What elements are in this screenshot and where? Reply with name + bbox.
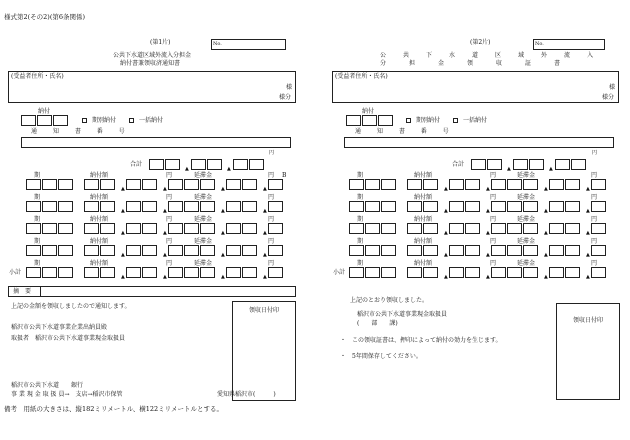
latefee-box (268, 223, 283, 234)
latefee-box (184, 267, 199, 278)
latefee-box (507, 245, 522, 256)
latefee-box (549, 179, 564, 190)
latefee-box (507, 267, 522, 278)
latefee-box (184, 245, 199, 256)
latefee-box (523, 201, 538, 212)
ki-box (26, 223, 41, 234)
comma-mark: ▲ (486, 186, 490, 192)
amount-box (465, 245, 480, 256)
ki-box (58, 179, 73, 190)
comma-mark: ▲ (444, 252, 448, 258)
yen-label: 円 (268, 194, 275, 201)
memo-divider (40, 286, 41, 297)
amount-box (491, 201, 506, 212)
ki-box (42, 201, 57, 212)
ki-label: 期 (357, 172, 364, 179)
stamp-label: 領収日付印 (573, 317, 604, 324)
amount-box (142, 223, 157, 234)
amount-label: 納付額 (90, 216, 109, 223)
ki-box (365, 201, 380, 212)
comma-mark: ▲ (263, 252, 267, 258)
suffix-b: B (282, 172, 287, 179)
nofu-label: 納付 (362, 108, 375, 115)
comma-mark: ▲ (221, 274, 225, 280)
nofu-box-3 (378, 115, 393, 126)
latefee-box (523, 223, 538, 234)
subtotal-label: 小計 (9, 269, 22, 276)
ki-box (381, 245, 396, 256)
total-box-4 (529, 159, 544, 170)
yen-label: 円 (268, 216, 275, 223)
latefee-box (565, 223, 580, 234)
latefee-box (226, 201, 241, 212)
ki-box (42, 245, 57, 256)
amount-box (84, 179, 99, 190)
yen-label: 円 (591, 172, 598, 179)
amount-label: 納付額 (414, 194, 433, 201)
latefee-label: 延滞金 (517, 194, 536, 201)
ki-box (42, 179, 57, 190)
latefee-box (242, 223, 257, 234)
nofu-box-2 (362, 115, 377, 126)
amount-box (465, 267, 480, 278)
ki-box (349, 245, 364, 256)
notice-number-box (21, 137, 291, 148)
sama-label: 様 (609, 84, 616, 91)
comma-mark: ▲ (586, 186, 590, 192)
note-1: ・ この領収証書は、押印によって納付の効力を生じます。 (340, 337, 502, 344)
yen-label: 円 (591, 194, 598, 201)
memo-label: 摘 要 (13, 288, 32, 295)
ki-box (26, 179, 41, 190)
comma-mark: ▲ (221, 252, 225, 258)
kibetsu-checkbox[interactable] (406, 118, 411, 123)
latefee-box (507, 179, 522, 190)
sheet-label: (第2片) (470, 39, 491, 46)
amount-box (84, 267, 99, 278)
addressee-line: 稲沢市公共下水道事業企業出納員殿 (11, 324, 108, 331)
comma-mark: ▲ (507, 166, 511, 172)
yen-label: 円 (490, 216, 497, 223)
amount-box (142, 245, 157, 256)
yen-label: 円 (268, 172, 275, 179)
receiver-line-2: ( 部 課) (357, 320, 398, 327)
yen-label: 円 (591, 238, 598, 245)
latefee-box (507, 201, 522, 212)
amount-box (423, 267, 438, 278)
ki-box (349, 179, 364, 190)
amount-label: 納付額 (414, 216, 433, 223)
comma-mark: ▲ (163, 186, 167, 192)
comma-mark: ▲ (163, 274, 167, 280)
amount-box (168, 245, 183, 256)
stamp-label: 領収日付印 (249, 307, 280, 314)
comma-mark: ▲ (549, 166, 553, 172)
amount-box (449, 179, 464, 190)
amount-box (423, 179, 438, 190)
latefee-box (268, 179, 283, 190)
total-box-5 (233, 159, 248, 170)
note-2: ・ 5年間保存してください。 (340, 353, 422, 360)
amount-box (168, 201, 183, 212)
ki-box (349, 223, 364, 234)
nofu-box-1 (346, 115, 361, 126)
latefee-box (200, 223, 215, 234)
latefee-box (268, 267, 283, 278)
title-line-1: 公共下水道区域外流入 (380, 52, 611, 59)
amount-box (449, 267, 464, 278)
nofu-box-3 (53, 115, 68, 126)
latefee-box (200, 267, 215, 278)
comma-mark: ▲ (121, 208, 125, 214)
latefee-box (242, 267, 257, 278)
number-box (211, 39, 286, 50)
number-label: No. (535, 41, 544, 47)
amount-label: 納付額 (90, 238, 109, 245)
comma-mark: ▲ (444, 274, 448, 280)
yen-label: 円 (490, 238, 497, 245)
payer-label: (受益者住所・氏名) (335, 73, 388, 80)
amount-box (168, 179, 183, 190)
ikkatsu-checkbox[interactable] (129, 118, 134, 123)
amount-box (407, 245, 422, 256)
latefee-label: 延滞金 (194, 238, 213, 245)
total-box-6 (571, 159, 586, 170)
latefee-box (523, 267, 538, 278)
latefee-box (523, 245, 538, 256)
title-line-1: 公共下水道区域外流入分担金 (113, 52, 192, 59)
ki-box (381, 201, 396, 212)
amount-box (449, 245, 464, 256)
bank-line-1: 稲沢市公共下水道 銀行 (11, 382, 84, 389)
nofu-box-1 (21, 115, 36, 126)
stamp-box (232, 301, 296, 401)
comma-mark: ▲ (221, 208, 225, 214)
yen-label: 円 (268, 260, 275, 267)
ki-box (365, 245, 380, 256)
amount-box (407, 267, 422, 278)
comma-mark: ▲ (486, 230, 490, 236)
ki-box (365, 223, 380, 234)
amount-box (449, 223, 464, 234)
comma-mark: ▲ (586, 252, 590, 258)
ikkatsu-label: 一括納付 (139, 117, 164, 124)
yen-label: 円 (166, 172, 173, 179)
total-box-2 (165, 159, 180, 170)
amount-label: 納付額 (90, 194, 109, 201)
latefee-box (226, 223, 241, 234)
amount-box (126, 267, 141, 278)
yen-label: 円 (166, 194, 173, 201)
amount-box (126, 179, 141, 190)
yen-label: 円 (166, 260, 173, 267)
handler-line: 取扱者 稲沢市公共下水道事業現金取扱員 (11, 335, 126, 342)
ki-label: 期 (357, 194, 364, 201)
latefee-box (242, 179, 257, 190)
comma-mark: ▲ (444, 208, 448, 214)
latefee-label: 延滞金 (194, 194, 213, 201)
amount-box (84, 223, 99, 234)
latefee-box (242, 245, 257, 256)
amount-box (491, 245, 506, 256)
ki-box (26, 245, 41, 256)
amount-box (491, 223, 506, 234)
latefee-box (200, 179, 215, 190)
comma-mark: ▲ (444, 230, 448, 236)
office-line: 愛知県稲沢市( ) (217, 391, 276, 398)
latefee-box (591, 245, 606, 256)
latefee-box (523, 179, 538, 190)
amount-box (407, 179, 422, 190)
ki-label: 期 (34, 216, 41, 223)
total-box-6 (249, 159, 264, 170)
ki-box (381, 179, 396, 190)
total-box-3 (513, 159, 528, 170)
comma-mark: ▲ (586, 208, 590, 214)
latefee-box (591, 201, 606, 212)
latefee-box (184, 223, 199, 234)
footnote: 備考 用紙の大きさは、縦182ミリメートル、横122ミリメートルとする。 (4, 405, 224, 413)
ki-box (58, 267, 73, 278)
ki-label: 期 (357, 238, 364, 245)
amount-label: 納付額 (90, 260, 109, 267)
receiver-line-1: 稲沢市公共下水道事業現金取扱員 (357, 311, 448, 318)
ikkatsu-label: 一括納付 (463, 117, 488, 124)
notice-number-box (344, 137, 614, 148)
yen-label: 円 (591, 260, 598, 267)
amount-box (142, 267, 157, 278)
comma-mark: ▲ (263, 208, 267, 214)
comma-mark: ▲ (544, 186, 548, 192)
latefee-box (549, 201, 564, 212)
title-line-2: 納付書兼領収済通知書 (120, 60, 181, 67)
latefee-label: 延滞金 (517, 260, 536, 267)
latefee-box (591, 267, 606, 278)
latefee-label: 延滞金 (194, 172, 213, 179)
latefee-box (184, 201, 199, 212)
latefee-label: 延滞金 (517, 216, 536, 223)
total-box-4 (207, 159, 222, 170)
comma-mark: ▲ (444, 186, 448, 192)
comma-mark: ▲ (263, 274, 267, 280)
ki-label: 期 (34, 172, 41, 179)
amount-label: 納付額 (414, 238, 433, 245)
amount-box (407, 201, 422, 212)
ki-label: 期 (34, 194, 41, 201)
memo-box (8, 286, 296, 297)
ki-label: 期 (357, 216, 364, 223)
ki-box (42, 267, 57, 278)
ki-box (381, 267, 396, 278)
nofu-box-2 (37, 115, 52, 126)
ki-box (365, 179, 380, 190)
amount-box (465, 223, 480, 234)
amount-box (168, 223, 183, 234)
latefee-label: 延滞金 (194, 216, 213, 223)
amount-label: 納付額 (414, 260, 433, 267)
comma-mark: ▲ (121, 186, 125, 192)
total-box-1 (149, 159, 164, 170)
amount-box (100, 245, 115, 256)
comma-mark: ▲ (227, 166, 231, 172)
comma-mark: ▲ (544, 274, 548, 280)
total-box-2 (487, 159, 502, 170)
latefee-box (184, 179, 199, 190)
notice-number-label: 通 知 書 番 号 (355, 128, 456, 135)
total-label: 合計 (130, 161, 143, 168)
comma-mark: ▲ (121, 274, 125, 280)
yen-label: 円 (490, 260, 497, 267)
amount-box (126, 245, 141, 256)
comma-mark: ▲ (486, 208, 490, 214)
amount-box (100, 267, 115, 278)
payer-label: (受益者住所・氏名) (11, 73, 64, 80)
form-number: 様式第2(その2)(第6条関係) (4, 13, 86, 21)
yen-label: 円 (166, 216, 173, 223)
bank-line-2: 事 業 現 金 取 扱 員→ 支店→稲沢市保管 (11, 391, 123, 398)
amount-box (491, 179, 506, 190)
latefee-box (226, 245, 241, 256)
comma-mark: ▲ (163, 230, 167, 236)
latefee-box (507, 223, 522, 234)
yen-label: 円 (591, 216, 598, 223)
ki-label: 期 (34, 260, 41, 267)
latefee-box (565, 201, 580, 212)
total-box-1 (471, 159, 486, 170)
sheet-label: (第1片) (150, 39, 171, 46)
amount-box (449, 201, 464, 212)
receipt-text: 上記のとおり領収しました。 (350, 297, 429, 304)
latefee-box (549, 267, 564, 278)
ki-box (381, 223, 396, 234)
amount-box (423, 245, 438, 256)
latefee-box (591, 179, 606, 190)
latefee-box (565, 245, 580, 256)
comma-mark: ▲ (486, 252, 490, 258)
comma-mark: ▲ (486, 274, 490, 280)
ki-label: 期 (34, 238, 41, 245)
amount-box (100, 201, 115, 212)
ki-box (58, 201, 73, 212)
latefee-box (565, 267, 580, 278)
amount-box (465, 201, 480, 212)
amount-label: 納付額 (90, 172, 109, 179)
latefee-box (549, 245, 564, 256)
latefee-box (268, 201, 283, 212)
yen-label: 円 (490, 172, 497, 179)
comma-mark: ▲ (163, 252, 167, 258)
amount-box (423, 201, 438, 212)
receipt-text: 上記の金額を領収しましたので通知します。 (11, 303, 131, 310)
nofu-label: 納付 (38, 108, 51, 115)
ikkatsu-checkbox[interactable] (453, 118, 458, 123)
amount-box (407, 223, 422, 234)
comma-mark: ▲ (544, 230, 548, 236)
kibetsu-checkbox[interactable] (82, 118, 87, 123)
title-line-2: 分担金領収証書 (380, 60, 584, 67)
yen-label: 円 (166, 238, 173, 245)
comma-mark: ▲ (544, 208, 548, 214)
ki-label: 期 (357, 260, 364, 267)
amount-box (142, 179, 157, 190)
total-box-3 (191, 159, 206, 170)
ki-box (365, 267, 380, 278)
comma-mark: ▲ (163, 208, 167, 214)
kibetsu-label: 期別納付 (416, 117, 441, 124)
latefee-box (549, 223, 564, 234)
amount-box (491, 267, 506, 278)
yobun-label: 様分 (602, 94, 615, 101)
amount-box (100, 179, 115, 190)
amount-label: 納付額 (414, 172, 433, 179)
comma-mark: ▲ (121, 230, 125, 236)
comma-mark: ▲ (544, 252, 548, 258)
latefee-label: 延滞金 (517, 172, 536, 179)
amount-box (126, 223, 141, 234)
amount-box (84, 245, 99, 256)
amount-box (126, 201, 141, 212)
latefee-label: 延滞金 (194, 260, 213, 267)
total-box-5 (555, 159, 570, 170)
yobun-label: 様分 (279, 94, 292, 101)
comma-mark: ▲ (586, 230, 590, 236)
comma-mark: ▲ (221, 230, 225, 236)
comma-mark: ▲ (185, 166, 189, 172)
notice-number-label: 通 知 書 番 号 (31, 128, 132, 135)
sama-label: 様 (286, 84, 293, 91)
ki-box (349, 267, 364, 278)
yen-label: 円 (268, 238, 275, 245)
amount-box (465, 179, 480, 190)
latefee-box (565, 179, 580, 190)
ki-box (58, 223, 73, 234)
latefee-label: 延滞金 (517, 238, 536, 245)
ki-box (58, 245, 73, 256)
notice-yen: 円 (592, 150, 598, 156)
ki-box (26, 201, 41, 212)
amount-box (142, 201, 157, 212)
amount-box (100, 223, 115, 234)
amount-box (84, 201, 99, 212)
yen-label: 円 (490, 194, 497, 201)
ki-box (26, 267, 41, 278)
comma-mark: ▲ (221, 186, 225, 192)
latefee-box (200, 201, 215, 212)
comma-mark: ▲ (121, 252, 125, 258)
latefee-box (200, 245, 215, 256)
subtotal-label: 小計 (333, 269, 346, 276)
ki-box (349, 201, 364, 212)
latefee-box (268, 245, 283, 256)
number-label: No. (213, 41, 222, 47)
comma-mark: ▲ (263, 186, 267, 192)
latefee-box (226, 179, 241, 190)
comma-mark: ▲ (586, 274, 590, 280)
notice-yen: 円 (269, 150, 275, 156)
total-label: 合計 (452, 161, 465, 168)
latefee-box (591, 223, 606, 234)
amount-box (168, 267, 183, 278)
kibetsu-label: 期別納付 (92, 117, 117, 124)
latefee-box (242, 201, 257, 212)
comma-mark: ▲ (263, 230, 267, 236)
latefee-box (226, 267, 241, 278)
ki-box (42, 223, 57, 234)
amount-box (423, 223, 438, 234)
